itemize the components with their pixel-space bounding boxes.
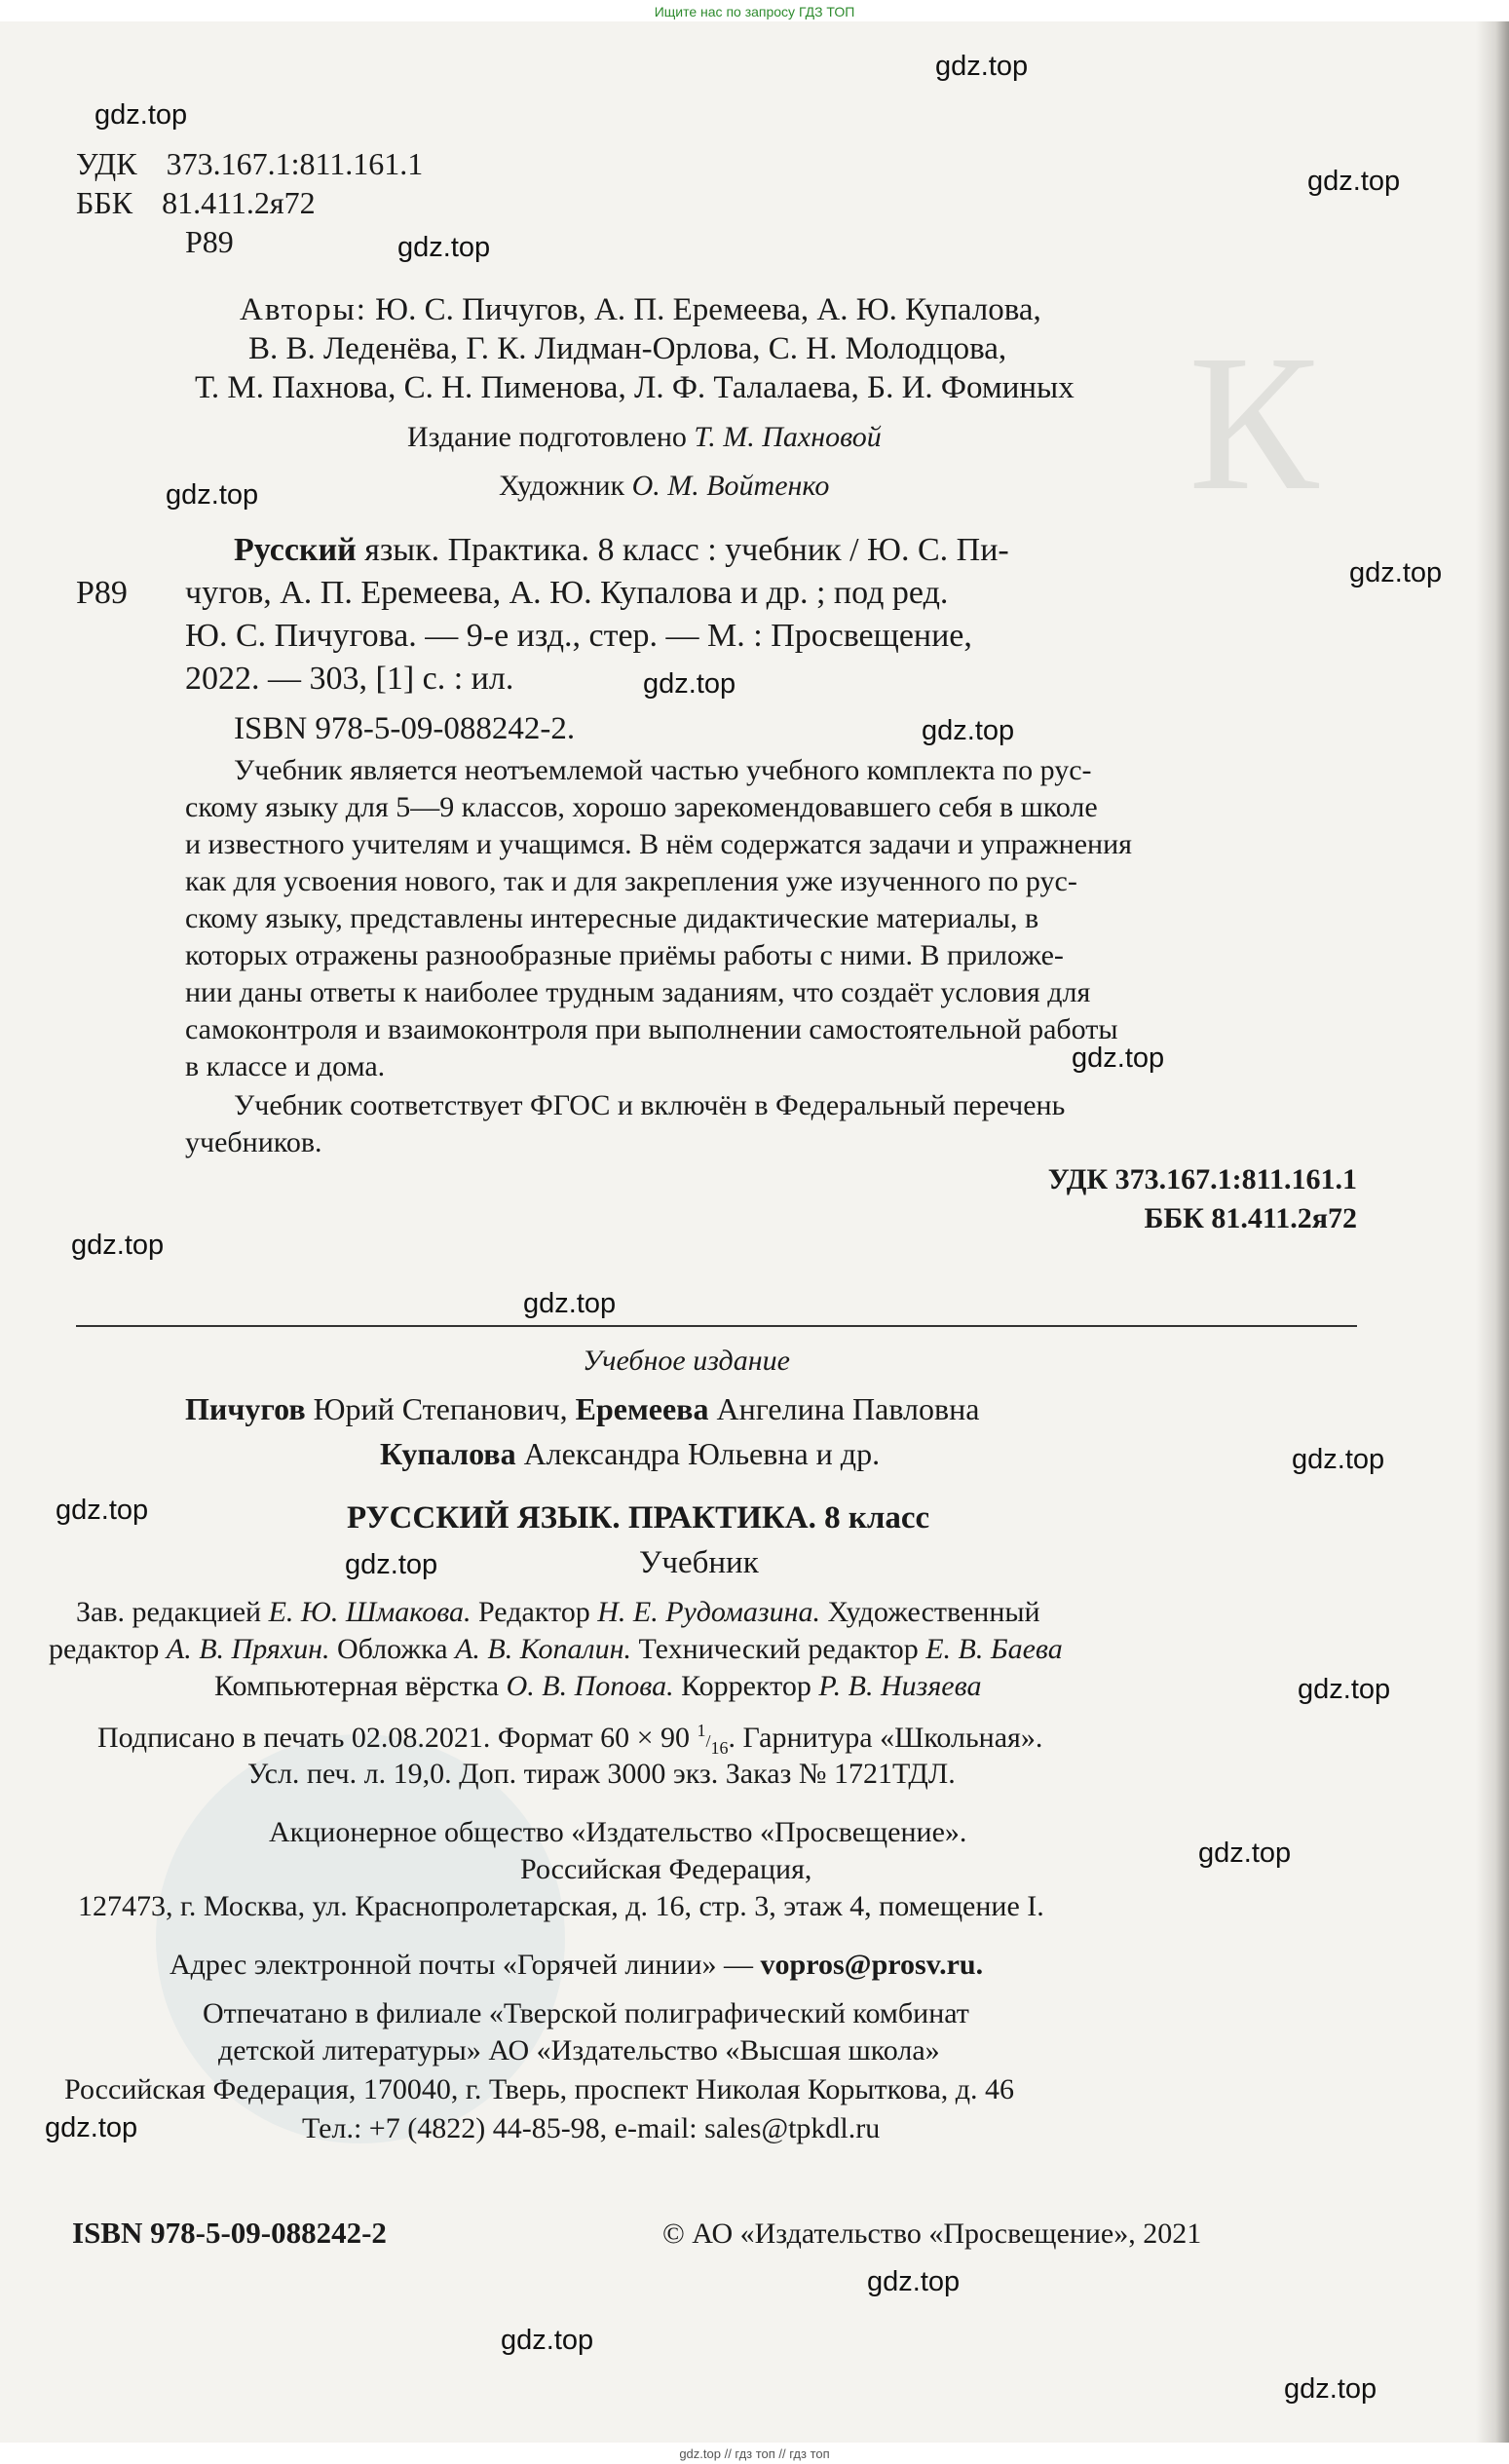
annotation-line: и известного учителям и учащимся. В нём содержатся задачи и упражнения — [185, 828, 1132, 860]
publisher-address: 127473, г. Москва, ул. Краснопролетарская, д. 16, стр. 3, этаж 4, помещение I. — [78, 1890, 1044, 1922]
catalog-line-2: чугов, А. П. Еремеева, А. Ю. Купалова и др. ; под ред. — [185, 575, 949, 611]
staff-line-2: редактор А. В. Пряхин. Обложка А. В. Копалин. Технический редактор Е. В. Баева — [49, 1633, 1063, 1665]
udk-right: УДК 373.167.1:811.161.1 — [1047, 1163, 1357, 1195]
catalog-line-3: Ю. С. Пичугова. — 9-е изд., стер. — М. : Просвещение, — [185, 618, 972, 654]
udk-line: УДК 373.167.1:811.161.1 — [76, 146, 424, 181]
bottom-banner — [0, 2443, 1509, 2464]
watermark: gdz.top — [867, 2266, 961, 2297]
annotation-line: самоконтроля и взаимоконтроля при выполнении самостоятельной работы — [185, 1013, 1118, 1045]
footer-isbn: ISBN 978-5-09-088242-2 — [72, 2216, 387, 2250]
authors-line-1: Авторы: Ю. С. Пичугов, А. П. Еремеева, А. Ю. Купалова, — [240, 292, 1041, 327]
printer-line: Отпечатано в филиале «Тверской полиграфический комбинат — [203, 1997, 969, 2029]
print-info-line-1: Подписано в печать 02.08.2021. Формат 60 × 90 $^1/_{16}$. Гарнитура «Школьная». — [97, 1721, 1043, 1758]
watermark: gdz.top — [935, 51, 1029, 82]
hotline-email: Адрес электронной почты «Горячей линии» — vopros@prosv.ru. — [170, 1949, 984, 1981]
catalog-line-1: Русский язык. Практика. 8 класс : учебник / Ю. С. Пи- — [234, 532, 1009, 568]
bbk-right: ББК 81.411.2я72 — [1144, 1202, 1357, 1234]
authors-line-2: В. В. Леденёва, Г. К. Лидман-Орлова, С. Н. Молодцова, — [248, 331, 1007, 366]
publisher-line: Акционерное общество «Издательство «Просвещение». — [269, 1816, 967, 1848]
printer-contacts: Тел.: +7 (4822) 44-85-98, e-mail: sales@tpkdl.ru — [302, 2112, 881, 2144]
watermark: gdz.top — [1198, 1838, 1292, 1869]
watermark: gdz.top — [1349, 557, 1443, 588]
watermark: gdz.top — [1307, 166, 1401, 197]
artist: Художник О. М. Войтенко — [499, 470, 830, 502]
watermark: gdz.top — [345, 1549, 438, 1580]
catalog-isbn: ISBN 978-5-09-088242-2. — [234, 711, 576, 746]
watermark: gdz.top — [56, 1495, 149, 1526]
page-edge-shadow — [1476, 21, 1509, 2447]
book-title: РУССКИЙ ЯЗЫК. ПРАКТИКА. 8 класс — [347, 1500, 930, 1535]
watermark: gdz.top — [523, 1288, 617, 1319]
authors-line-3: Т. М. Пахнова, С. Н. Пименова, Л. Ф. Талалаева, Б. И. Фоминых — [195, 370, 1075, 405]
annotation-line: в классе и дома. — [185, 1050, 386, 1082]
publisher-line: Российская Федерация, — [520, 1853, 812, 1885]
bbk-line: ББК 81.411.2я72 — [76, 185, 316, 220]
annotation-line: скому языку для 5—9 классов, хорошо зарекомендовавшего себя в школе — [185, 791, 1098, 823]
annotation-line: нии даны ответы к наиболее трудным заданиям, что создаёт условия для — [185, 976, 1091, 1008]
divider — [76, 1325, 1357, 1327]
watermark: gdz.top — [1292, 1444, 1385, 1475]
watermark: gdz.top — [94, 99, 188, 131]
author-sign: Р89 — [185, 224, 234, 259]
watermark: gdz.top — [71, 1230, 165, 1261]
print-info-line-2: Усл. печ. л. 19,0. Доп. тираж 3000 экз. Заказ № 1721ТДЛ. — [247, 1758, 956, 1790]
prepared-by: Издание подготовлено Т. М. Пахновой — [407, 421, 882, 453]
catalog-code: Р89 — [76, 575, 128, 611]
watermark: gdz.top — [45, 2112, 138, 2143]
top-banner-text[interactable]: Ищите нас по запросу ГДЗ ТОП — [654, 4, 855, 19]
catalog-line-4: 2022. — 303, [1] с. : ил. — [185, 661, 514, 697]
annotation-line: скому языку, представлены интересные дидактические материалы, в — [185, 902, 1039, 934]
names-line-2: Купалова Александра Юльевна и др. — [380, 1436, 881, 1471]
bleed-through-text: К — [1188, 316, 1319, 531]
watermark: gdz.top — [501, 2325, 594, 2356]
fgos-line: учебников. — [185, 1126, 322, 1158]
fgos-line: Учебник соответствует ФГОС и включён в Федеральный перечень — [234, 1089, 1066, 1121]
watermark: gdz.top — [922, 715, 1015, 746]
names-line-1: Пичугов Юрий Степанович, Еремеева Ангелина Павловна — [185, 1391, 980, 1426]
book-type: Учебник — [639, 1545, 759, 1580]
staff-line-1: Зав. редакцией Е. Ю. Шмакова. Редактор Н. Е. Рудомазина. Художественный — [76, 1596, 1040, 1628]
annotation-line: которых отражены разнообразные приёмы работы с ними. В приложе- — [185, 939, 1064, 971]
watermark: gdz.top — [397, 232, 491, 263]
watermark: gdz.top — [1298, 1674, 1391, 1705]
annotation-line: Учебник является неотъемлемой частью учебного комплекта по рус- — [234, 754, 1092, 786]
edition-type: Учебное издание — [583, 1345, 790, 1377]
watermark: gdz.top — [166, 479, 259, 511]
printer-address: Российская Федерация, 170040, г. Тверь, проспект Николая Корыткова, д. 46 — [64, 2073, 1015, 2105]
staff-line-3: Компьютерная вёрстка О. В. Попова. Корректор Р. В. Низяева — [214, 1670, 982, 1702]
bottom-banner-text[interactable]: gdz.top // гдз топ // гдз топ — [679, 2446, 830, 2461]
top-banner — [0, 0, 1509, 21]
watermark: gdz.top — [1284, 2373, 1377, 2405]
watermark: gdz.top — [643, 668, 736, 700]
annotation-line: как для усвоения нового, так и для закрепления уже изученного по рус- — [185, 865, 1077, 897]
footer-copyright: © АО «Издательство «Просвещение», 2021 — [662, 2218, 1202, 2250]
watermark: gdz.top — [1072, 1042, 1165, 1074]
printer-line: детской литературы» АО «Издательство «Высшая школа» — [218, 2034, 940, 2066]
